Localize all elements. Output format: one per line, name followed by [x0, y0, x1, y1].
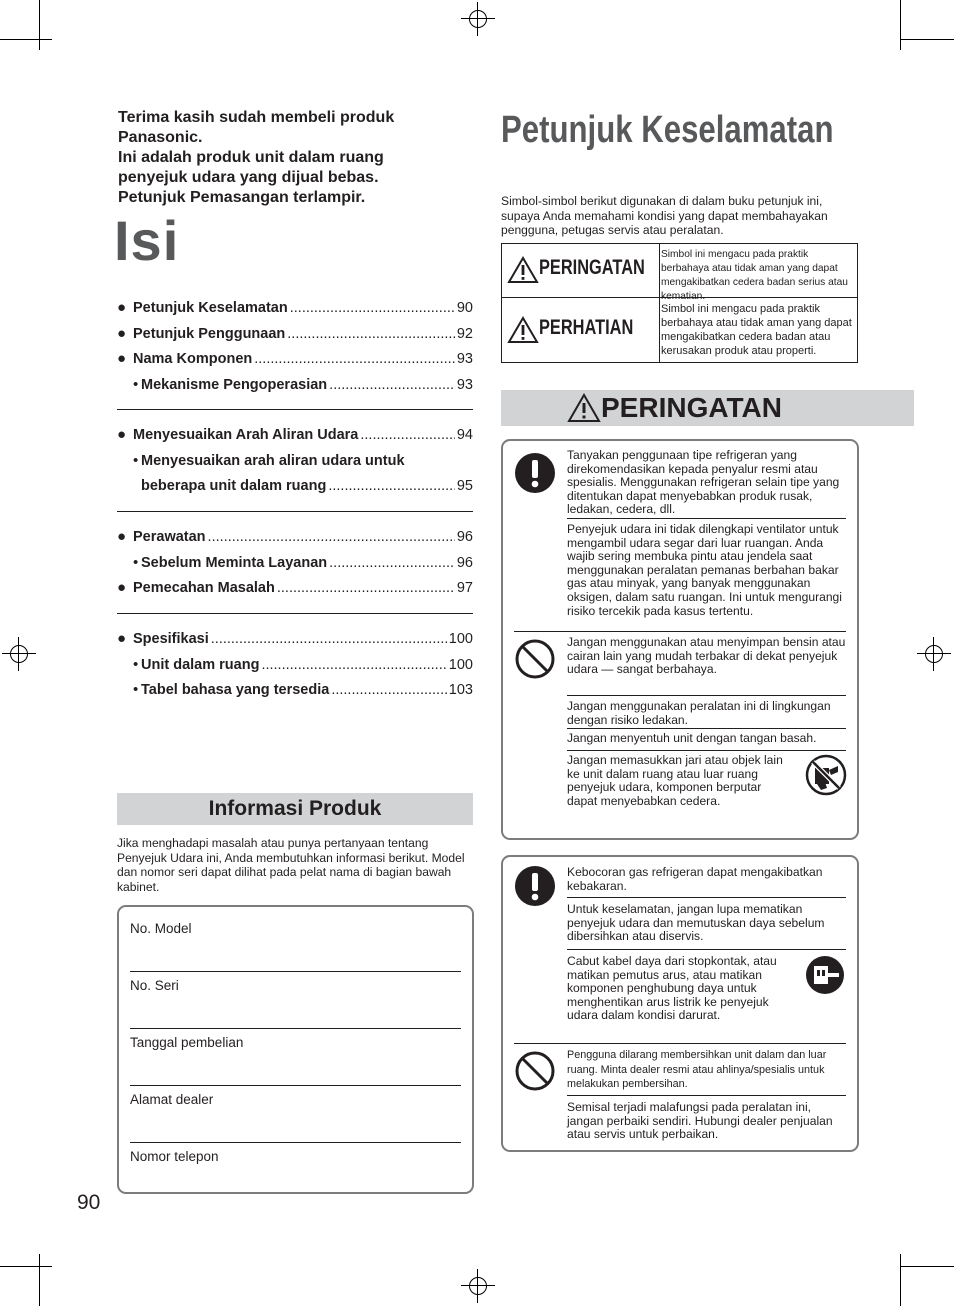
- warning-box-2: [501, 855, 859, 1152]
- warning-item: Jangan menyentuh unit dengan tangan basah.: [567, 731, 817, 745]
- toc-item[interactable]: ● Petunjuk Keselamatan ..... 90: [117, 295, 473, 321]
- crop-mark: [39, 1254, 40, 1306]
- warning-item: Jangan menggunakan atau menyimpan bensin atau cairan lain yang mudah terbakar di dekat penyejuk udara — sangat berbahaya.: [567, 635, 846, 677]
- field-label: Nomor telepon: [130, 1149, 219, 1164]
- warning-item: Kebocoran gas refrigeran dapat mengakibatkan kebakaran.: [567, 865, 823, 893]
- toc-item[interactable]: ● Nama Komponen ..... 93: [117, 346, 473, 372]
- crop-mark: [900, 1254, 901, 1306]
- intro-line: penyejuk udara yang dijual bebas.: [118, 169, 379, 186]
- toc-divider: [117, 613, 473, 614]
- toc-item[interactable]: ● Menyesuaikan Arah Aliran Udara ..... 94: [117, 422, 473, 448]
- crop-mark: [0, 1266, 52, 1267]
- prohibited-icon: [515, 639, 555, 679]
- registration-mark-icon: [461, 1269, 495, 1303]
- mandatory-exclamation-icon: [515, 866, 555, 906]
- crop-mark: [39, 0, 40, 50]
- symbol-row-caution: [502, 298, 857, 362]
- toc-item[interactable]: ● Pemecahan Masalah ..... 97: [117, 575, 473, 601]
- symbol-intro: Simbol-simbol berikut digunakan di dalam buku petunjuk ini, supaya Anda memahami kondisi yang dapat membahayakan pengguna, petugas servis atau peralatan.: [501, 194, 828, 237]
- page-number: 90: [77, 1191, 101, 1214]
- warning-triangle-icon: [507, 256, 539, 284]
- warning-item: Semisal terjadi malafungsi pada peralatan ini, jangan perbaiki sendiri. Hubungi dealer penjualan atau servis untuk perbaikan.: [567, 1100, 833, 1142]
- page-title: Petunjuk Keselamatan: [501, 109, 834, 151]
- prohibited-icon: [515, 1051, 555, 1091]
- warning-triangle-icon: [507, 316, 539, 344]
- no-fingers-icon: [805, 754, 847, 796]
- toc-item[interactable]: • Tabel bahasa yang tersedia ..... 103: [117, 677, 473, 703]
- crop-mark: [900, 0, 901, 50]
- toc-heading: Isi: [114, 209, 180, 272]
- crop-mark: [900, 1266, 954, 1267]
- symbol-label: PERHATIAN: [539, 316, 634, 339]
- crop-mark: [0, 39, 52, 40]
- toc-item[interactable]: • Unit dalam ruang ..... 100: [117, 652, 473, 678]
- warning-item: Pengguna dilarang membersihkan unit dalam dan luar ruang. Minta dealer resmi atau ahlinya/spesialis untuk melakukan pembersihan.: [567, 1049, 827, 1090]
- dealer-address-field[interactable]: [130, 1092, 461, 1108]
- intro-line: Petunjuk Pemasangan terlampir.: [118, 189, 366, 206]
- symbol-label: PERINGATAN: [539, 256, 645, 279]
- warning-title: PERINGATAN: [601, 392, 782, 423]
- toc-divider: [117, 409, 473, 410]
- warning-item: Untuk keselamatan, jangan lupa mematikan penyejuk udara dan memutuskan daya sebelum dibersihkan atau diservis.: [567, 902, 825, 944]
- symbol-table: [501, 243, 858, 363]
- field-label: Tanggal pembelian: [130, 1035, 244, 1050]
- symbol-description: Simbol ini mengacu pada praktik berbahaya atau tidak aman yang dapat mengakibatkan cedera badan atau kerusakan produk atau properti.: [661, 303, 852, 357]
- toc-item[interactable]: beberapa unit dalam ruang ..... 95: [117, 474, 473, 500]
- warning-item: Jangan menggunakan peralatan ini di lingkungan dengan risiko ledakan.: [567, 699, 831, 727]
- warning-item: Cabut kabel daya dari stopkontak, atau matikan pemutus arus, atau matikan komponen penghubung daya untuk menghentikan arus listrik ke penyejuk udara dalam kondisi darurat.: [567, 954, 777, 1023]
- mandatory-exclamation-icon: [515, 453, 555, 493]
- field-label: Alamat dealer: [130, 1092, 214, 1107]
- warning-box-1: [501, 439, 859, 840]
- toc-item[interactable]: ● Spesifikasi ..... 100: [117, 626, 473, 652]
- serial-field[interactable]: [130, 978, 461, 994]
- field-label: No. Seri: [130, 978, 179, 993]
- toc-item[interactable]: ● Perawatan ..... 96: [117, 524, 473, 550]
- warning-item: Penyejuk udara ini tidak dilengkapi ventilator untuk mengambil udara segar dari luar ruangan. Anda wajib sering membuka pintu atau jendela saat menggunakan peralatan pemanas berbahan bakar gas atau minyak, yang banyak menggunakan oksigen, dalam satu ruangan. Ini untuk mengurangi risiko tercekik pada kasus tertentu.: [567, 522, 842, 618]
- field-label: No. Model: [130, 921, 192, 936]
- crop-mark: [900, 39, 954, 40]
- toc-item[interactable]: • Menyesuaikan arah aliran udara untuk: [133, 451, 405, 469]
- registration-mark-icon: [2, 637, 36, 671]
- toc-item[interactable]: • Mekanisme Pengoperasian ..... 93: [117, 372, 473, 398]
- model-field[interactable]: [130, 921, 461, 937]
- registration-mark-icon: [461, 2, 495, 36]
- toc-item[interactable]: • Sebelum Meminta Layanan ..... 96: [117, 550, 473, 576]
- warning-triangle-icon: [567, 393, 601, 423]
- unplug-icon: [805, 955, 845, 995]
- toc-item[interactable]: ● Petunjuk Penggunaan ..... 92: [117, 321, 473, 347]
- product-info-form: [117, 905, 474, 1194]
- registration-mark-icon: [917, 637, 951, 671]
- phone-field[interactable]: [130, 1149, 461, 1165]
- warning-item: Jangan memasukkan jari atau objek lain ke unit dalam ruang atau luar ruang penyejuk udara, komponen berputar dapat menyebabkan cedera.: [567, 753, 783, 808]
- symbol-row-warning: [502, 244, 857, 302]
- intro-line: Ini adalah produk unit dalam ruang: [118, 149, 384, 166]
- symbol-description: Simbol ini mengacu pada praktik berbahaya atau tidak aman yang dapat mengakibatkan cedera badan serius atau kematian.: [661, 249, 848, 302]
- intro-text: [118, 108, 448, 208]
- intro-line: Panasonic.: [118, 129, 203, 146]
- info-title: Informasi Produk: [208, 797, 382, 820]
- purchase-date-field[interactable]: [130, 1035, 461, 1051]
- toc-divider: [117, 511, 473, 512]
- table-of-contents: [117, 295, 473, 703]
- intro-line: Terima kasih sudah membeli produk: [118, 109, 395, 126]
- warning-item: Tanyakan penggunaan tipe refrigeran yang direkomendasikan kepada penyalur resmi atau spesialis. Menggunakan refrigeran selain tipe yang ditentukan dapat menyebabkan produk rusak, ledakan, cedera, dll.: [567, 448, 840, 517]
- info-section-header: [117, 793, 473, 825]
- warning-section-header: [501, 390, 914, 426]
- info-description: Jika menghadapi masalah atau punya pertanyaan tentang Penyejuk Udara ini, Anda membutuhkan informasi berikut. Model dan nomor seri dapat dilihat pada pelat nama di bagian bawah kabinet.: [117, 836, 465, 894]
